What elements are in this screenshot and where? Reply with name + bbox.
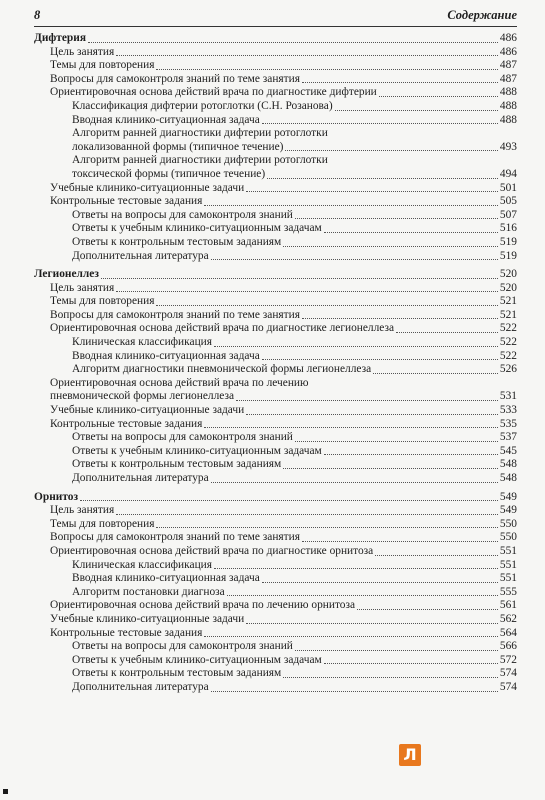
header-rule bbox=[34, 26, 517, 27]
toc-entry-continued bbox=[34, 154, 517, 168]
toc-entry-text: Вопросы для самоконтроля знаний по теме занятия bbox=[50, 531, 300, 544]
toc-page-number: 562 bbox=[499, 612, 517, 625]
toc-entry bbox=[34, 363, 517, 377]
toc-entry-text: Дополнительная литература bbox=[72, 472, 209, 484]
dot-leader bbox=[156, 305, 497, 306]
toc-entry-text: Дифтерия bbox=[34, 32, 86, 44]
toc-page-number: 516 bbox=[499, 222, 517, 235]
dot-leader bbox=[116, 514, 498, 515]
toc-page-number: 566 bbox=[499, 640, 517, 653]
dot-leader bbox=[88, 42, 498, 43]
dot-leader bbox=[262, 123, 498, 124]
dot-leader bbox=[295, 650, 498, 651]
toc-entry-text: Ответы на вопросы для самоконтроля знаний bbox=[72, 640, 293, 653]
toc-page-number: 494 bbox=[499, 167, 517, 180]
toc-entry-text: Алгоритм постановки диагноза bbox=[72, 585, 225, 598]
toc-page-number: 522 bbox=[499, 322, 517, 335]
dot-leader bbox=[283, 246, 498, 247]
toc-entry-text: Ориентировочная основа действий врача по лечению bbox=[50, 376, 309, 389]
toc-entry-text: Темы для повторения bbox=[50, 517, 155, 530]
toc-entry bbox=[34, 295, 517, 309]
toc-entry bbox=[34, 572, 517, 586]
toc-entry-text: Вводная клинико-ситуационная задача bbox=[72, 572, 260, 585]
toc-entry bbox=[34, 654, 517, 668]
toc-entry bbox=[34, 141, 517, 155]
toc-page-number: 531 bbox=[499, 390, 517, 403]
toc-entry-text: Классификация дифтерии ротоглотки (С.Н. Розанова) bbox=[72, 99, 333, 112]
toc-entry-text: Алгоритм ранней диагностики дифтерии ротоглотки bbox=[72, 127, 328, 140]
toc-page-number: 501 bbox=[499, 181, 517, 194]
dot-leader bbox=[283, 468, 498, 469]
toc-entry bbox=[34, 518, 517, 532]
toc-page-number: 488 bbox=[499, 99, 517, 112]
toc-entry-text: Контрольные тестовые задания bbox=[50, 195, 203, 208]
dot-leader bbox=[267, 178, 498, 179]
toc-entry bbox=[34, 431, 517, 445]
toc-page-number: 564 bbox=[499, 626, 517, 639]
dot-leader bbox=[262, 582, 498, 583]
toc-page-number: 551 bbox=[499, 558, 517, 571]
dot-leader bbox=[156, 69, 497, 70]
toc-entry-text: Вопросы для самоконтроля знаний по теме занятия bbox=[50, 308, 300, 321]
toc-page-number: 521 bbox=[499, 295, 517, 308]
toc-entry bbox=[34, 46, 517, 60]
toc-page-number: 572 bbox=[499, 653, 517, 666]
toc-entry bbox=[34, 168, 517, 182]
toc-page-number: 533 bbox=[499, 404, 517, 417]
dot-leader bbox=[204, 427, 498, 428]
toc-entry bbox=[34, 73, 517, 87]
toc-entry bbox=[34, 195, 517, 209]
toc-page-number: 519 bbox=[499, 235, 517, 248]
toc-page-number: 486 bbox=[499, 45, 517, 58]
toc-entry-text: Вводная клинико-ситуационная задача bbox=[72, 113, 260, 126]
dot-leader bbox=[295, 441, 498, 442]
toc-entry-text: Клиническая классификация bbox=[72, 558, 213, 571]
running-title: Содержание bbox=[447, 8, 517, 22]
toc-entry bbox=[34, 182, 517, 196]
toc-page-number: 549 bbox=[499, 490, 517, 503]
toc-entry-text: Темы для повторения bbox=[50, 59, 155, 72]
toc-entry bbox=[34, 504, 517, 518]
dot-leader bbox=[116, 55, 498, 56]
toc-page-number: 545 bbox=[499, 444, 517, 457]
dot-leader bbox=[324, 454, 498, 455]
toc-section-heading bbox=[34, 32, 517, 46]
toc-entry-text: Дополнительная литература bbox=[72, 680, 209, 693]
toc-page-number: 551 bbox=[499, 572, 517, 585]
toc-entry bbox=[34, 627, 517, 641]
toc-entry-text: Учебные клинико-ситуационные задачи bbox=[50, 612, 245, 625]
toc-entry bbox=[34, 559, 517, 573]
running-header bbox=[34, 6, 517, 26]
toc-entry-text: Контрольные тестовые задания bbox=[50, 417, 203, 430]
toc-entry-text: Ответы к учебным клинико-ситуационным задачам bbox=[72, 444, 322, 457]
toc-entry bbox=[34, 86, 517, 100]
toc-section-heading bbox=[34, 268, 517, 282]
publisher-logo-icon: Л bbox=[399, 744, 421, 766]
toc-entry bbox=[34, 222, 517, 236]
toc-page-number: 551 bbox=[499, 544, 517, 557]
toc-entry bbox=[34, 667, 517, 681]
toc-entry-text: Ориентировочная основа действий врача по диагностике орнитоза bbox=[50, 544, 374, 557]
toc-entry bbox=[34, 613, 517, 627]
dot-leader bbox=[246, 191, 498, 192]
toc-entry bbox=[34, 472, 517, 486]
toc-entry-text: Орнитоз bbox=[34, 490, 79, 503]
toc-entry bbox=[34, 418, 517, 432]
toc-page-number: 548 bbox=[499, 472, 517, 484]
dot-leader bbox=[396, 332, 498, 333]
toc-page-number: 520 bbox=[499, 268, 517, 281]
toc-entry bbox=[34, 59, 517, 73]
dot-leader bbox=[302, 82, 498, 83]
toc-entry-text: Учебные клинико-ситуационные задачи bbox=[50, 181, 245, 194]
toc-page-number: 487 bbox=[499, 59, 517, 72]
toc-entry-text: Ответы к контрольным тестовым заданиям bbox=[72, 458, 282, 471]
toc-entry bbox=[34, 458, 517, 472]
dot-leader bbox=[227, 595, 498, 596]
toc-page-number: 548 bbox=[499, 458, 517, 471]
toc-entry bbox=[34, 531, 517, 545]
dot-leader bbox=[246, 623, 498, 624]
toc-entry-text: Вопросы для самоконтроля знаний по теме занятия bbox=[50, 72, 300, 85]
toc-page-number: 561 bbox=[499, 599, 517, 612]
dot-leader bbox=[357, 609, 498, 610]
dot-leader bbox=[262, 359, 498, 360]
toc-entry-continued bbox=[34, 377, 517, 391]
toc-page-number: 507 bbox=[499, 208, 517, 221]
dot-leader bbox=[379, 96, 498, 97]
dot-leader bbox=[204, 636, 498, 637]
dot-leader bbox=[156, 527, 497, 528]
toc-page-number: 550 bbox=[499, 517, 517, 530]
toc-entry-text: Цель занятия bbox=[50, 45, 115, 58]
toc-page-number: 486 bbox=[499, 32, 517, 44]
toc-entry bbox=[34, 445, 517, 459]
toc-entry bbox=[34, 209, 517, 223]
toc-entry-text: Ответы к учебным клинико-ситуационным задачам bbox=[72, 222, 322, 235]
toc-page-number: 550 bbox=[499, 531, 517, 544]
toc-entry-text: токсической формы (типичное течение) bbox=[72, 167, 266, 180]
toc-entry-text: Клиническая классификация bbox=[72, 336, 213, 349]
toc-entry-text: Ответы на вопросы для самоконтроля знаний bbox=[72, 208, 293, 221]
toc-entry-text: пневмонической формы легионеллеза bbox=[50, 390, 235, 403]
toc-page-number: 574 bbox=[499, 680, 517, 693]
dot-leader bbox=[116, 291, 498, 292]
dot-leader bbox=[283, 677, 498, 678]
toc-entry bbox=[34, 681, 517, 695]
toc-entry-text: локализованной формы (типичное течение) bbox=[72, 140, 284, 153]
toc-page-number: 526 bbox=[499, 363, 517, 376]
toc-entry-text: Вводная клинико-ситуационная задача bbox=[72, 349, 260, 362]
toc-entry-text: Ориентировочная основа действий врача по диагностике дифтерии bbox=[50, 86, 377, 99]
dot-leader bbox=[211, 259, 498, 260]
toc-entry bbox=[34, 236, 517, 250]
toc-page-number: 522 bbox=[499, 349, 517, 362]
toc-entry bbox=[34, 322, 517, 336]
toc-entry-text: Легионеллез bbox=[34, 268, 99, 281]
toc-page-number: 505 bbox=[499, 195, 517, 208]
toc-page-number: 521 bbox=[499, 308, 517, 321]
dot-leader bbox=[246, 414, 498, 415]
toc-page-number: 537 bbox=[499, 431, 517, 444]
dot-leader bbox=[324, 232, 498, 233]
toc-page-number: 520 bbox=[499, 281, 517, 294]
toc-page-number: 522 bbox=[499, 336, 517, 349]
toc-entry-text: Ответы к контрольным тестовым заданиям bbox=[72, 667, 282, 680]
dot-leader bbox=[214, 346, 498, 347]
toc-entry-text: Цель занятия bbox=[50, 281, 115, 294]
dot-leader bbox=[302, 541, 498, 542]
toc-entry-text: Ответы к контрольным тестовым заданиям bbox=[72, 235, 282, 248]
dot-leader bbox=[80, 500, 498, 501]
toc-entry-text: Дополнительная литература bbox=[72, 249, 209, 262]
toc-page-number: 488 bbox=[499, 113, 517, 126]
page-number: 8 bbox=[34, 8, 41, 22]
dot-leader bbox=[101, 278, 498, 279]
toc-entry bbox=[34, 599, 517, 613]
toc-entry-text: Ответы на вопросы для самоконтроля знаний bbox=[72, 431, 293, 444]
toc-page-number: 519 bbox=[499, 249, 517, 262]
corner-mark bbox=[3, 789, 8, 794]
dot-leader bbox=[302, 318, 498, 319]
dot-leader bbox=[236, 400, 498, 401]
toc-entry-text: Темы для повторения bbox=[50, 295, 155, 308]
toc-entry bbox=[34, 282, 517, 296]
table-of-contents bbox=[34, 32, 517, 695]
toc-page-number: 487 bbox=[499, 72, 517, 85]
toc-entry bbox=[34, 350, 517, 364]
dot-leader bbox=[295, 218, 498, 219]
toc-page-number: 574 bbox=[499, 667, 517, 680]
toc-entry bbox=[34, 586, 517, 600]
dot-leader bbox=[204, 205, 498, 206]
toc-entry-continued bbox=[34, 127, 517, 141]
dot-leader bbox=[324, 663, 498, 664]
toc-entry-text: Ориентировочная основа действий врача по диагностике легионеллеза bbox=[50, 322, 395, 335]
toc-entry-text: Цель занятия bbox=[50, 504, 115, 517]
toc-entry-text: Учебные клинико-ситуационные задачи bbox=[50, 404, 245, 417]
toc-section-heading bbox=[34, 491, 517, 505]
toc-page-number: 549 bbox=[499, 504, 517, 517]
toc-entry bbox=[34, 100, 517, 114]
dot-leader bbox=[211, 482, 498, 483]
toc-entry bbox=[34, 309, 517, 323]
toc-entry-text: Алгоритм диагностики пневмонической формы легионеллеза bbox=[72, 363, 372, 376]
toc-page-number: 555 bbox=[499, 585, 517, 598]
toc-page-number: 488 bbox=[499, 86, 517, 99]
dot-leader bbox=[335, 110, 498, 111]
toc-entry bbox=[34, 250, 517, 264]
dot-leader bbox=[211, 691, 498, 692]
toc-page-number: 493 bbox=[499, 140, 517, 153]
toc-entry-text: Алгоритм ранней диагностики дифтерии ротоглотки bbox=[72, 154, 328, 167]
toc-entry-text: Контрольные тестовые задания bbox=[50, 626, 203, 639]
dot-leader bbox=[373, 373, 498, 374]
toc-entry bbox=[34, 545, 517, 559]
dot-leader bbox=[285, 150, 497, 151]
toc-page-number: 535 bbox=[499, 417, 517, 430]
toc-entry bbox=[34, 390, 517, 404]
toc-entry-text: Ответы к учебным клинико-ситуационным задачам bbox=[72, 653, 322, 666]
toc-entry bbox=[34, 114, 517, 128]
dot-leader bbox=[375, 555, 498, 556]
toc-entry bbox=[34, 404, 517, 418]
toc-entry-text: Ориентировочная основа действий врача по лечению орнитоза bbox=[50, 599, 356, 612]
toc-entry bbox=[34, 640, 517, 654]
toc-entry bbox=[34, 336, 517, 350]
dot-leader bbox=[214, 568, 498, 569]
